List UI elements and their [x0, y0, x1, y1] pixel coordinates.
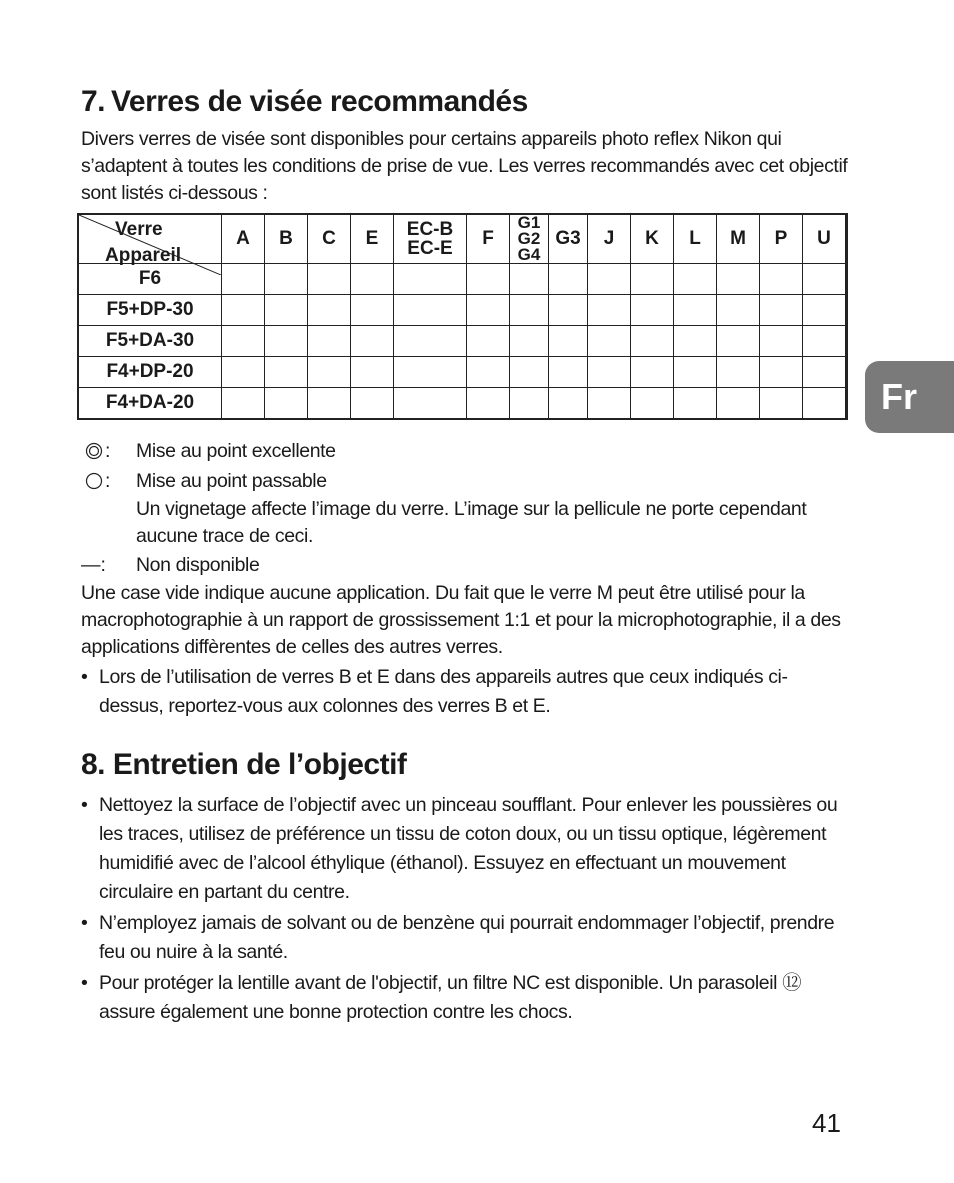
- table-cell: [394, 388, 467, 420]
- section7-intro: Divers verres de visée sont disponibles pour certains appareils photo reflex Nikon qui s’adaptent à toutes les conditions de prise de vue. Les verres recommandés avec cet objectif sont listés ci-dessous :: [81, 128, 848, 204]
- table-cell: [674, 264, 717, 295]
- col-k: K: [631, 214, 674, 264]
- table-cell: [510, 326, 549, 357]
- circle-icon: [85, 472, 103, 490]
- table-cell: [510, 388, 549, 420]
- dash-symbol: —:: [81, 553, 106, 576]
- table-cell: [351, 326, 394, 357]
- row-camera-label: F6: [78, 264, 222, 295]
- section8-bullets: [81, 791, 851, 1027]
- table-cell: [717, 264, 760, 295]
- col-ec: [394, 214, 467, 264]
- row-camera-label: F5+DA-30: [78, 326, 222, 357]
- table-cell: [351, 264, 394, 295]
- list-item: [81, 969, 851, 1027]
- legend-symbol-excellent: :: [81, 436, 136, 466]
- table-cell: [549, 357, 588, 388]
- col-g2: G2: [517, 229, 541, 248]
- legend-row-excellent: [81, 436, 851, 466]
- table-cell: [760, 326, 803, 357]
- table-cell: [308, 357, 351, 388]
- col-g1: G1: [517, 213, 541, 232]
- table-cell: [222, 357, 265, 388]
- table-cell: [394, 264, 467, 295]
- table-cell: [803, 264, 846, 295]
- col-ecb: EC-B: [406, 219, 454, 240]
- table-cell: [308, 264, 351, 295]
- table-cell: [351, 357, 394, 388]
- section8-heading: 8. Entretien de l’objectif: [81, 748, 407, 781]
- col-c: C: [308, 214, 351, 264]
- col-f: F: [467, 214, 510, 264]
- table-cell: [760, 295, 803, 326]
- table-cell: [394, 326, 467, 357]
- table-cell: [467, 264, 510, 295]
- bullet-dot: •: [81, 666, 88, 688]
- col-l: L: [674, 214, 717, 264]
- section7-title: Verres de visée recommandés: [111, 85, 528, 118]
- col-g3: G3: [549, 214, 588, 264]
- table-cell: [588, 326, 631, 357]
- table-cell: [265, 326, 308, 357]
- table-cell: [351, 295, 394, 326]
- legend: [81, 436, 851, 580]
- language-tab-fr: Fr: [865, 361, 954, 433]
- table-cell: [588, 295, 631, 326]
- table-cell: [588, 388, 631, 420]
- col-e: E: [351, 214, 394, 264]
- table-cell: [549, 295, 588, 326]
- bullet-dot: •: [81, 794, 88, 816]
- table-cell: [467, 388, 510, 420]
- table-cell: [846, 264, 848, 295]
- col-b: B: [265, 214, 308, 264]
- table-header-row: [78, 214, 847, 264]
- table-cell: [674, 295, 717, 326]
- table-cell: [222, 264, 265, 295]
- table-cell: [846, 295, 848, 326]
- table-cell: [351, 388, 394, 420]
- table-cell: [588, 357, 631, 388]
- corner-label-appareil: Appareil: [105, 245, 182, 266]
- legend-passable-note: [81, 496, 851, 550]
- table-cell: [394, 357, 467, 388]
- table-row: [78, 295, 847, 326]
- table-cell: [467, 326, 510, 357]
- table-cell: [631, 264, 674, 295]
- table-cell: [717, 295, 760, 326]
- row-camera-label: F4+DP-20: [78, 357, 222, 388]
- legend-passable-text: Mise au point passable: [136, 470, 327, 492]
- table-cell: [467, 357, 510, 388]
- list-item: [81, 791, 851, 907]
- table-cell: [467, 295, 510, 326]
- table-cell: [803, 326, 846, 357]
- table-cell: [631, 295, 674, 326]
- table-cell: [308, 326, 351, 357]
- table-row: [78, 388, 847, 420]
- table-cell: [674, 388, 717, 420]
- table-cell: [717, 326, 760, 357]
- table-cell: [265, 295, 308, 326]
- double-circle-icon: [85, 442, 103, 460]
- table-cell: [222, 295, 265, 326]
- col-g4: G4: [517, 245, 541, 264]
- section7-heading: [81, 82, 851, 122]
- row-camera-label: F4+DA-20: [78, 388, 222, 420]
- page-number: 41: [812, 1108, 841, 1138]
- table-cell: [222, 326, 265, 357]
- table-cell: [803, 388, 846, 420]
- row-camera-label: F5+DP-30: [78, 295, 222, 326]
- table-cell: [549, 326, 588, 357]
- table-cell: [674, 326, 717, 357]
- table-cell: [549, 264, 588, 295]
- table-cell: [760, 388, 803, 420]
- table-cell: [222, 388, 265, 420]
- section8-bullet-3: Pour protéger la lentille avant de l'objectif, un filtre NC est disponible. Un parasoleil ⑫ assure également une bonne protection contre les chocs.: [99, 972, 802, 1023]
- table-cell: [803, 295, 846, 326]
- col-p: P: [760, 214, 803, 264]
- legend-passable-note-text: Un vignetage affecte l’image du verre. L’image sur la pellicule ne porte cependant aucune trace de ceci.: [136, 498, 807, 547]
- page-content: [81, 82, 851, 1027]
- section8-bullet-2: N’employez jamais de solvant ou de benzène qui pourrait endommager l’objectif, prendre feu ou nuire à la santé.: [99, 912, 835, 963]
- legend-excellent-text: Mise au point excellente: [136, 440, 336, 462]
- table-cell: [717, 357, 760, 388]
- table-cell: [717, 388, 760, 420]
- table-cell: [510, 264, 549, 295]
- col-m: M: [717, 214, 760, 264]
- legend-symbol-dash: [81, 550, 136, 580]
- section7-number: 7.: [81, 85, 106, 118]
- legend-unavailable-text: Non disponible: [136, 554, 260, 576]
- table-cell: [631, 326, 674, 357]
- table-cell: [760, 264, 803, 295]
- table-cell: [510, 295, 549, 326]
- table-cell: [308, 388, 351, 420]
- col-ece: EC-E: [407, 238, 453, 259]
- table-cell: [588, 264, 631, 295]
- viewing-screen-table: [77, 213, 848, 420]
- legend-row-unavailable: [81, 550, 851, 580]
- table-cell: [846, 326, 848, 357]
- table-cell: [265, 388, 308, 420]
- section8-bullet-1: Nettoyez la surface de l’objectif avec un pinceau soufflant. Pour enlever les poussières ou les traces, utilisez de préférence un tissu de coton doux, ou un tissu optique, légèrement humidifié avec de l’alcool éthylique (éthanol). Essuyez en effectuant un mouvement circulaire en partant du centre.: [99, 794, 838, 903]
- table-cell: [846, 357, 848, 388]
- table-body: [78, 264, 847, 420]
- corner-label-verre: Verre: [115, 219, 163, 240]
- table-cell: [265, 264, 308, 295]
- table-cell: [846, 388, 848, 420]
- table-cell: [265, 357, 308, 388]
- table-cell: [674, 357, 717, 388]
- list-item: [81, 909, 851, 967]
- table-cell: [631, 388, 674, 420]
- table-cell: [803, 357, 846, 388]
- note-bullet: [81, 663, 851, 721]
- table-cell: [631, 357, 674, 388]
- note-bullet-text: Lors de l’utilisation de verres B et E dans des appareils autres que ceux indiqués ci-dessus, reportez-vous aux colonnes des verres B et E.: [99, 666, 788, 717]
- table-cell: [549, 388, 588, 420]
- bullet-dot: •: [81, 912, 88, 934]
- table-row: [78, 326, 847, 357]
- col-a: A: [222, 214, 265, 264]
- table-cell: [760, 357, 803, 388]
- table-row: [78, 357, 847, 388]
- legend-symbol-passable: :: [81, 466, 136, 496]
- empty-cell-note: Une case vide indique aucune application. Du fait que le verre M peut être utilisé pour la macrophotographie à un rapport de grossissement 1:1 et pour la microphotographie, il a des applications diffèrentes de celles des autres verres.: [81, 582, 841, 658]
- col-u: U: [803, 214, 846, 264]
- table-cell: [394, 295, 467, 326]
- legend-row-passable: [81, 466, 851, 496]
- table-corner-cell: [78, 214, 222, 264]
- bullet-dot: •: [81, 972, 88, 994]
- col-g124: [510, 214, 549, 264]
- col-j: J: [588, 214, 631, 264]
- table-cell: [510, 357, 549, 388]
- table-cell: [308, 295, 351, 326]
